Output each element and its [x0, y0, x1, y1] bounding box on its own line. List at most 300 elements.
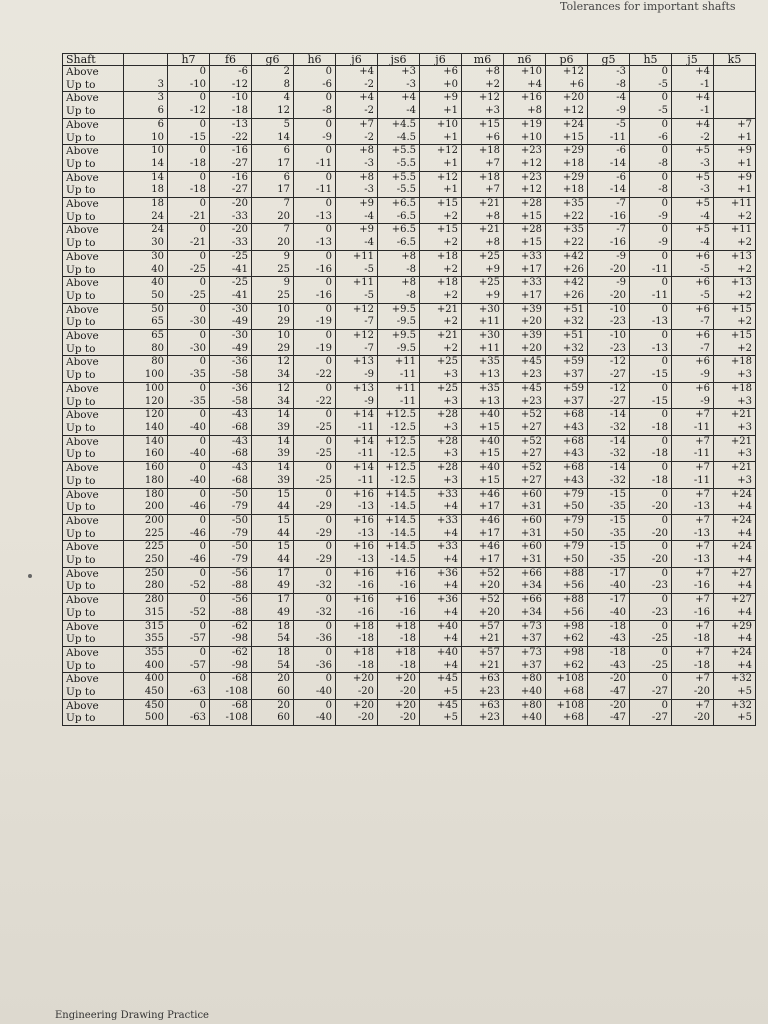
tolerance-cell: +13 — [336, 382, 378, 395]
tolerance-cell: -35 — [168, 396, 210, 409]
tolerance-cell: -68 — [210, 448, 252, 461]
tolerance-cell: +16 — [336, 514, 378, 527]
tolerance-cell: +12 — [420, 145, 462, 158]
tolerance-cell: -36 — [294, 633, 336, 646]
tolerance-cell: +16 — [336, 594, 378, 607]
tolerance-cell: +31 — [504, 554, 546, 567]
tolerance-cell: -40 — [168, 422, 210, 435]
tolerance-cell: -3 — [588, 66, 630, 79]
tolerance-cell: +14.5 — [378, 514, 420, 527]
tolerance-cell: -18 — [336, 660, 378, 673]
tolerance-cell: -18 — [336, 633, 378, 646]
tolerance-cell: -14 — [588, 184, 630, 197]
row-label-above: Above — [63, 435, 124, 448]
size-cell: 65 — [124, 330, 168, 343]
row-label-upto: Up to — [63, 316, 124, 329]
tolerance-cell: 20 — [252, 211, 294, 224]
tolerance-cell: +34 — [504, 580, 546, 593]
tolerance-cell: -11 — [336, 475, 378, 488]
tolerance-cell: 6 — [252, 171, 294, 184]
tolerance-cell: +18 — [378, 646, 420, 659]
tolerance-cell: 0 — [168, 382, 210, 395]
size-cell: 225 — [124, 541, 168, 554]
tolerance-cell: +28 — [504, 198, 546, 211]
tolerance-cell: 39 — [252, 475, 294, 488]
tolerance-cell: +88 — [546, 594, 588, 607]
tolerance-cell: +32 — [714, 699, 756, 712]
tolerance-cell: +6 — [672, 330, 714, 343]
tolerance-cell: 0 — [630, 567, 672, 580]
tolerance-cell: +36 — [420, 594, 462, 607]
tolerance-cell: -32 — [588, 448, 630, 461]
tolerance-cell: +2 — [714, 343, 756, 356]
tolerance-cell: +4 — [420, 607, 462, 620]
size-cell: 40 — [124, 264, 168, 277]
tolerance-cell: +18 — [420, 277, 462, 290]
tolerance-cell — [714, 105, 756, 118]
tolerance-cell: +21 — [462, 660, 504, 673]
tolerance-cell: -11 — [378, 369, 420, 382]
tolerance-cell: +7 — [672, 409, 714, 422]
tolerance-cell: -11 — [336, 448, 378, 461]
tolerance-cell: 0 — [168, 594, 210, 607]
tolerance-cell: +12 — [462, 92, 504, 105]
tolerance-cell: +57 — [462, 620, 504, 633]
tolerance-cell: +8 — [336, 171, 378, 184]
tolerance-cell: +25 — [420, 356, 462, 369]
tolerance-cell: +2 — [462, 79, 504, 92]
tolerance-cell: +40 — [420, 620, 462, 633]
row-label-above: Above — [63, 409, 124, 422]
tolerance-cell: -16 — [588, 211, 630, 224]
size-cell: 180 — [124, 488, 168, 501]
tolerance-cell: -33 — [210, 237, 252, 250]
tolerance-cell: -108 — [210, 686, 252, 699]
tolerance-cell: -23 — [588, 316, 630, 329]
tolerance-cell: +4 — [504, 79, 546, 92]
tolerance-cell: +52 — [462, 567, 504, 580]
tolerance-cell: 7 — [252, 198, 294, 211]
tolerance-cell: +3 — [714, 475, 756, 488]
tolerance-cell: 0 — [294, 118, 336, 131]
tolerance-cell: +28 — [420, 409, 462, 422]
tolerance-cell: +3 — [462, 105, 504, 118]
tolerance-cell: -12 — [588, 382, 630, 395]
table-row — [63, 673, 756, 686]
tolerance-cell: 0 — [294, 92, 336, 105]
tolerance-cell: +11 — [714, 198, 756, 211]
tolerance-cell: +59 — [546, 356, 588, 369]
tolerance-cell: -43 — [210, 462, 252, 475]
tolerance-cell: +6 — [420, 66, 462, 79]
tolerance-cell: +36 — [420, 567, 462, 580]
table-row — [63, 541, 756, 554]
tolerance-cell: -25 — [168, 264, 210, 277]
tolerance-cell: +12 — [546, 105, 588, 118]
tolerance-cell: -5.5 — [378, 158, 420, 171]
tolerance-cell: -49 — [210, 343, 252, 356]
tolerance-cell: -8 — [378, 264, 420, 277]
tolerance-cell: -62 — [210, 620, 252, 633]
tolerance-cell: -18 — [378, 633, 420, 646]
tolerance-cell: 12 — [252, 382, 294, 395]
tolerance-cell: -9 — [588, 105, 630, 118]
tolerance-cell: +10 — [420, 118, 462, 131]
tolerance-cell: +9 — [714, 145, 756, 158]
tolerance-cell: +5 — [672, 171, 714, 184]
table-row — [63, 699, 756, 712]
tolerance-cell: +27 — [504, 448, 546, 461]
row-label-above: Above — [63, 171, 124, 184]
row-label-above: Above — [63, 541, 124, 554]
tolerance-cell: +16 — [378, 567, 420, 580]
tolerance-cell: -14 — [588, 435, 630, 448]
tolerance-cell: +68 — [546, 712, 588, 725]
tolerance-cell: -88 — [210, 607, 252, 620]
tolerance-cell: -12.5 — [378, 475, 420, 488]
tolerance-cell: -32 — [588, 422, 630, 435]
tolerance-cell: -9 — [672, 369, 714, 382]
tolerance-cell: +3 — [420, 396, 462, 409]
tolerance-cell: 18 — [252, 646, 294, 659]
tolerance-cell: -7 — [336, 316, 378, 329]
row-label-upto: Up to — [63, 528, 124, 541]
tolerance-cell: +52 — [504, 409, 546, 422]
tolerance-cell: +24 — [714, 646, 756, 659]
tolerance-cell: 0 — [168, 224, 210, 237]
row-label-above: Above — [63, 699, 124, 712]
tolerance-cell: -46 — [168, 501, 210, 514]
tolerance-cell: -4 — [588, 92, 630, 105]
row-label-upto: Up to — [63, 237, 124, 250]
tolerance-cell: 0 — [630, 250, 672, 263]
shaft-tolerance-table — [62, 53, 756, 726]
tolerance-cell: +108 — [546, 699, 588, 712]
tolerance-cell: -21 — [168, 211, 210, 224]
row-label-upto: Up to — [63, 501, 124, 514]
tolerance-cell: 34 — [252, 369, 294, 382]
tolerance-cell: -20 — [588, 699, 630, 712]
tolerance-cell: 0 — [294, 198, 336, 211]
header-shaft: Shaft — [63, 54, 124, 66]
tolerance-cell: +45 — [420, 699, 462, 712]
tolerance-cell: -10 — [168, 79, 210, 92]
tolerance-cell: +7 — [462, 184, 504, 197]
tolerance-cell: 29 — [252, 343, 294, 356]
size-cell: 500 — [124, 712, 168, 725]
table-row — [63, 488, 756, 501]
tolerance-cell: +7 — [462, 158, 504, 171]
header-m6: m6 — [462, 54, 504, 66]
tolerance-cell: -18 — [630, 422, 672, 435]
tolerance-cell: 54 — [252, 633, 294, 646]
tolerance-cell: -13 — [672, 554, 714, 567]
tolerance-cell: +14 — [336, 462, 378, 475]
tolerance-cell: -25 — [168, 290, 210, 303]
tolerance-cell: -6 — [210, 66, 252, 79]
tolerance-cell: +15 — [462, 422, 504, 435]
tolerance-cell: +12 — [420, 171, 462, 184]
tolerance-cell: +13 — [336, 356, 378, 369]
row-label-above: Above — [63, 145, 124, 158]
tolerance-cell: -16 — [210, 145, 252, 158]
tolerance-cell: +32 — [714, 673, 756, 686]
tolerance-cell: -5 — [336, 290, 378, 303]
tolerance-cell: -49 — [210, 316, 252, 329]
tolerance-cell: +4 — [714, 528, 756, 541]
tolerance-cell: -27 — [210, 184, 252, 197]
tolerance-cell: +60 — [504, 541, 546, 554]
tolerance-cell: 25 — [252, 264, 294, 277]
tolerance-cell: +20 — [336, 673, 378, 686]
size-cell: 100 — [124, 369, 168, 382]
tolerance-cell: +45 — [504, 356, 546, 369]
row-label-upto: Up to — [63, 158, 124, 171]
tolerance-cell — [714, 66, 756, 79]
tolerance-cell: -4 — [672, 211, 714, 224]
tolerance-cell: +2 — [714, 264, 756, 277]
table-row — [63, 633, 756, 646]
tolerance-cell: -4.5 — [378, 132, 420, 145]
tolerance-cell: -10 — [588, 303, 630, 316]
tolerance-cell: 0 — [168, 541, 210, 554]
tolerance-cell: +37 — [546, 396, 588, 409]
tolerance-cell: +1 — [420, 105, 462, 118]
tolerance-cell: +2 — [420, 211, 462, 224]
tolerance-cell: +1 — [420, 158, 462, 171]
header-h5: h5 — [630, 54, 672, 66]
tolerance-cell: +2 — [420, 237, 462, 250]
tolerance-cell: 0 — [630, 66, 672, 79]
tolerance-cell: -25 — [210, 277, 252, 290]
tolerance-cell: +24 — [714, 541, 756, 554]
tolerance-cell: -6.5 — [378, 211, 420, 224]
tolerance-cell: +6 — [672, 250, 714, 263]
tolerance-cell: +12 — [504, 158, 546, 171]
tolerance-cell: +11 — [714, 224, 756, 237]
tolerance-cell: +46 — [462, 488, 504, 501]
table-row — [63, 369, 756, 382]
tolerance-cell: 17 — [252, 184, 294, 197]
tolerance-cell: +20 — [378, 673, 420, 686]
table-row — [63, 158, 756, 171]
tolerance-cell: -20 — [672, 686, 714, 699]
tolerance-cell: 0 — [630, 277, 672, 290]
row-label-above: Above — [63, 198, 124, 211]
tolerance-cell: +6.5 — [378, 198, 420, 211]
tolerance-cell: -56 — [210, 594, 252, 607]
tolerance-cell: +11 — [378, 356, 420, 369]
table-row — [63, 237, 756, 250]
tolerance-cell: +35 — [462, 382, 504, 395]
tolerance-cell: +40 — [504, 712, 546, 725]
tolerance-cell: +1 — [714, 158, 756, 171]
tolerance-cell: +0 — [420, 79, 462, 92]
tolerance-cell: +10 — [504, 132, 546, 145]
tolerance-cell: +9 — [336, 198, 378, 211]
tolerance-cell: +4 — [378, 92, 420, 105]
size-cell: 140 — [124, 435, 168, 448]
tolerance-cell: +14.5 — [378, 541, 420, 554]
tolerance-cell: +73 — [504, 620, 546, 633]
size-cell: 280 — [124, 594, 168, 607]
tolerance-cell: -20 — [588, 264, 630, 277]
tolerance-cell: +23 — [462, 712, 504, 725]
size-cell: 6 — [124, 105, 168, 118]
tolerance-cell: +15 — [714, 330, 756, 343]
table-row — [63, 528, 756, 541]
tolerance-cell: 0 — [294, 356, 336, 369]
tolerance-cell: +20 — [378, 699, 420, 712]
tolerance-cell: -13 — [210, 118, 252, 131]
header-f6: f6 — [210, 54, 252, 66]
tolerance-cell: +79 — [546, 541, 588, 554]
table-row — [63, 646, 756, 659]
tolerance-cell: +37 — [546, 369, 588, 382]
tolerance-cell: -14 — [588, 462, 630, 475]
tolerance-cell: +25 — [420, 382, 462, 395]
tolerance-cell: +30 — [462, 303, 504, 316]
tolerance-cell: -25 — [210, 250, 252, 263]
tolerance-cell: +9 — [336, 224, 378, 237]
tolerance-cell: +35 — [546, 198, 588, 211]
tolerance-cell: +7 — [672, 435, 714, 448]
tolerance-cell: +39 — [504, 303, 546, 316]
tolerance-cell: +9 — [420, 92, 462, 105]
tolerance-cell: +24 — [714, 514, 756, 527]
tolerance-cell: 14 — [252, 132, 294, 145]
tolerance-cell: 12 — [252, 356, 294, 369]
header-j5: j5 — [672, 54, 714, 66]
tolerance-cell: 39 — [252, 448, 294, 461]
tolerance-cell: 0 — [294, 330, 336, 343]
tolerance-cell: +3 — [714, 369, 756, 382]
size-cell: 450 — [124, 686, 168, 699]
tolerance-cell: -27 — [588, 396, 630, 409]
size-cell: 18 — [124, 184, 168, 197]
row-label-above: Above — [63, 594, 124, 607]
table-row — [63, 382, 756, 395]
tolerance-cell: +7 — [672, 594, 714, 607]
tolerance-cell: -11 — [378, 396, 420, 409]
size-cell: 250 — [124, 567, 168, 580]
tolerance-cell: +33 — [504, 277, 546, 290]
tolerance-cell: +9 — [462, 290, 504, 303]
tolerance-cell: 8 — [252, 79, 294, 92]
row-label-upto: Up to — [63, 105, 124, 118]
tolerance-cell — [714, 79, 756, 92]
size-cell: 450 — [124, 699, 168, 712]
table-row — [63, 686, 756, 699]
page-mark — [28, 574, 32, 578]
size-cell: 315 — [124, 620, 168, 633]
size-cell: 3 — [124, 79, 168, 92]
tolerance-cell: +56 — [546, 607, 588, 620]
size-cell — [124, 66, 168, 79]
tolerance-cell: -58 — [210, 369, 252, 382]
tolerance-cell: +12 — [546, 66, 588, 79]
tolerance-cell: -25 — [630, 633, 672, 646]
tolerance-cell: -13 — [294, 237, 336, 250]
tolerance-cell: -16 — [336, 607, 378, 620]
tolerance-cell: -6 — [588, 171, 630, 184]
size-cell: 140 — [124, 422, 168, 435]
tolerance-cell: -12 — [210, 79, 252, 92]
tolerance-cell: 0 — [630, 462, 672, 475]
tolerance-cell: 44 — [252, 501, 294, 514]
tolerance-cell: +2 — [420, 316, 462, 329]
table-row — [63, 567, 756, 580]
tolerance-cell: -30 — [210, 330, 252, 343]
tolerance-cell: -27 — [630, 712, 672, 725]
tolerance-cell: -16 — [210, 171, 252, 184]
tolerance-cell: -29 — [294, 528, 336, 541]
row-label-above: Above — [63, 356, 124, 369]
tolerance-cell: 0 — [630, 356, 672, 369]
tolerance-cell: -40 — [588, 607, 630, 620]
row-label-upto: Up to — [63, 712, 124, 725]
tolerance-cell: +28 — [420, 435, 462, 448]
tolerance-cell: -41 — [210, 290, 252, 303]
tolerance-cell: +18 — [546, 158, 588, 171]
tolerance-cell: -17 — [588, 567, 630, 580]
size-cell: 24 — [124, 211, 168, 224]
tolerance-cell: +27 — [714, 567, 756, 580]
size-cell: 400 — [124, 673, 168, 686]
tolerance-cell: -25 — [630, 660, 672, 673]
tolerance-cell: 14 — [252, 435, 294, 448]
tolerance-cell: 0 — [294, 541, 336, 554]
tolerance-cell: -27 — [210, 158, 252, 171]
size-cell: 65 — [124, 316, 168, 329]
tolerance-cell: 14 — [252, 409, 294, 422]
table-row — [63, 184, 756, 197]
table-header-row — [63, 54, 756, 66]
tolerance-cell: +16 — [336, 488, 378, 501]
tolerance-cell: 0 — [168, 620, 210, 633]
tolerance-cell: -30 — [168, 316, 210, 329]
tolerance-cell: 0 — [630, 145, 672, 158]
tolerance-cell: 9 — [252, 250, 294, 263]
tolerance-cell: -10 — [588, 330, 630, 343]
tolerance-cell: -1 — [672, 79, 714, 92]
tolerance-cell: +4 — [672, 92, 714, 105]
tolerance-cell: -35 — [588, 528, 630, 541]
tolerance-cell: +4 — [336, 66, 378, 79]
tolerance-cell: -32 — [294, 607, 336, 620]
row-label-above: Above — [63, 330, 124, 343]
tolerance-cell: +5 — [714, 686, 756, 699]
table-row — [63, 343, 756, 356]
tolerance-cell: -36 — [294, 660, 336, 673]
tolerance-cell: -13 — [336, 528, 378, 541]
tolerance-cell: +18 — [336, 646, 378, 659]
tolerance-cell: -14.5 — [378, 554, 420, 567]
tolerance-cell: -9 — [588, 250, 630, 263]
tolerance-cell: +7 — [714, 118, 756, 131]
tolerance-cell: 0 — [168, 462, 210, 475]
tolerance-cell: -16 — [294, 264, 336, 277]
tolerance-cell: -32 — [294, 580, 336, 593]
tolerance-cell: 25 — [252, 290, 294, 303]
tolerance-cell: +7 — [672, 514, 714, 527]
tolerance-cell: +2 — [420, 343, 462, 356]
tolerance-cell: 0 — [168, 673, 210, 686]
tolerance-cell: +40 — [462, 409, 504, 422]
tolerance-cell: -13 — [672, 501, 714, 514]
tolerance-cell: 17 — [252, 567, 294, 580]
tolerance-cell: +20 — [462, 607, 504, 620]
